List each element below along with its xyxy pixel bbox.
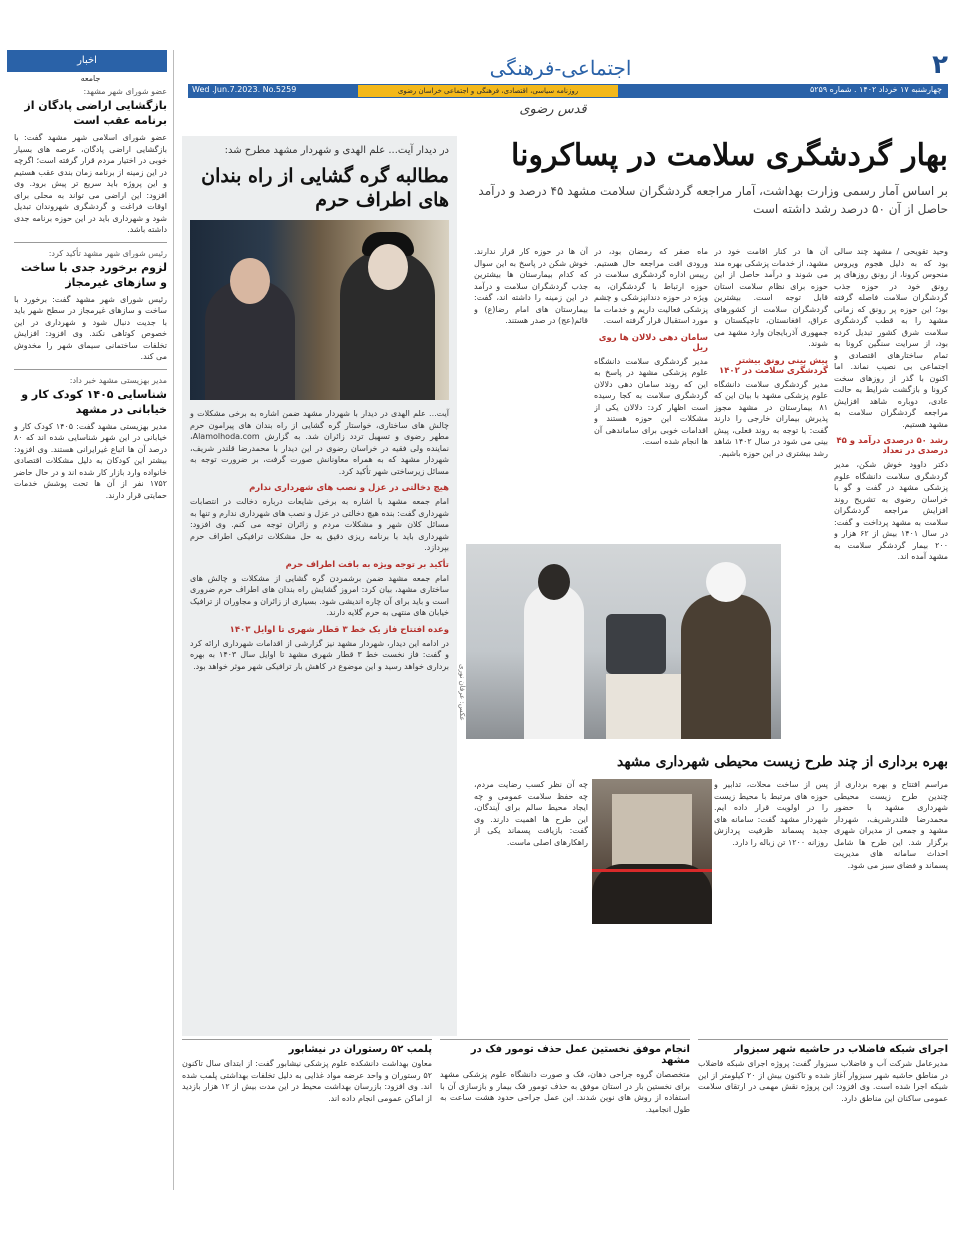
article-column bbox=[474, 779, 588, 964]
news-body: مدیرعامل شرکت آب و فاضلاب سبزوار گفت: پروژه اجرای شبکه فاضلاب در مناطق حاشیه شهر سبزوار آغاز شده و تاکنون بیش از ۲۰ کیلومتر از این شبکه اجرا شده است. وی افزود: این پروژه نقش مهمی در ارتقای سلامت عمومی ساکنان این مناطق دارد. bbox=[698, 1059, 948, 1103]
news-body: مدیر بهزیستی مشهد گفت: ۱۴۰۵ کودک کار و خیابانی در این شهر شناسایی شده اند که ۸۰ درصد آن ها اتباع غیرایرانی هستند. وی افزود: بیشتر این کودکان به دلیل مشکلات اقتصادی خانواده وارد بازار کار شده اند و در حال حاضر ۱۷۵۲ نفر از آن ها تحت پوشش خدمات حمایتی قرار دارند. bbox=[14, 421, 167, 500]
leader-article bbox=[182, 136, 457, 1036]
news-item bbox=[14, 376, 167, 502]
news-title: بازگشایی اراضی پادگان از برنامه عقب است bbox=[24, 99, 167, 127]
news-tag: اخبار bbox=[7, 50, 167, 72]
column-text: مراسم افتتاح و بهره برداری از چندین طرح زیست محیطی شهرداری مشهد با حضور محمدرضا قلندرشریف، شهردار مشهد و جمعی از مدیران شهری برگزار شد. این طرح ها شامل احداث سامانه های مدیریت پسماند و فضای سبز می شود. bbox=[834, 780, 948, 870]
masthead-logo: قدس رضوی bbox=[519, 102, 587, 117]
article-body: آیت... علم الهدی در دیدار با شهردار مشهد ضمن اشاره به برخی مشکلات و چالش های ساختاری، خواستار گره گشایی از راه بندان های پیرامون حرم مطهر رضوی و تسهیل تردد زائران شد. به گزارش Alamolhoda.com، نماینده ولی فقیه در خراسان رضوی در این دیدار با محمدرضا قلندر شریف، شهردار مشهد که به همراه معاونانش صورت گرفت، بر ضرورت توجه به مسائل زیرساختی شهر تأکید کرد. bbox=[190, 409, 449, 476]
bottom-news-item bbox=[440, 1039, 690, 1189]
column-text: آن ها در کنار اقامت خود در مشهد، از خدمات پزشکی بهره مند می شوند و درآمد حاصل از این حوزه برای نظام سلامت استان قابل توجه است. بیشترین گردشگران سلامت از کشورهای عراق، افغانستان، تاجیکستان و جمهوری آذربایجان وارد مشهد می شوند. bbox=[714, 247, 828, 348]
column-text: آن ها در حوزه کار قرار ندارند. خوش شکن در پاسخ به این سوال که کدام بیمارستان ها بیشترین جذب گردشگران سلامت و درآمد در این زمینه را داشته اند، گفت: بیمارستان های امام رضا(ع) و قائم(عج) در صدر هستند. bbox=[474, 247, 588, 325]
news-body: متخصصان گروه جراحی دهان، فک و صورت دانشگاه علوم پزشکی مشهد برای نخستین بار در استان موفق به حذف تومور فک بیمار و بازسازی آن با استفاده از روش های نوین شدند. این عمل جراحی حدود هشت ساعت به طول انجامید. bbox=[440, 1070, 690, 1114]
column-text: ماه صفر که رمضان بود، در ورودی افت مراجعه حال هستیم. رییس اداره گردشگری سلامت در حوزه ارتباط با گردشگران، به ویژه در حوزه دندانپزشکی و چشم پزشکی فعالیت داریم و خدمات ما مورد استقبال قرار گرفته است. bbox=[594, 247, 708, 325]
article-title: مطالبه گره گشایی از راه بندان های اطراف حرم bbox=[201, 165, 449, 211]
news-sidebar bbox=[14, 50, 174, 1190]
photo-credit: عکس: عرفان نوری bbox=[458, 664, 466, 721]
news-kicker: عضو شورای شهر مشهد: bbox=[83, 87, 167, 96]
news-item bbox=[14, 249, 167, 363]
ribbon-cutting-photo bbox=[592, 779, 712, 924]
article-body: امام جمعه مشهد ضمن برشمردن گره گشایی از مشکلات و چالش های ساختاری مشهد، بیان کرد: امروز گشایش راه بندان های اطراف حرم ضروری است و باید برای آن چاره اندیشی شود. بسیاری از زائران و مجاوران از ترافیک خیابان های منتهی به حرم گلایه دارند. bbox=[190, 573, 449, 617]
divider bbox=[14, 369, 167, 370]
bottom-news-strip bbox=[182, 1039, 948, 1189]
subheading: وعده افتتاح فاز یک خط ۳ قطار شهری تا اوایل ۱۴۰۳ bbox=[229, 624, 449, 635]
article-body: امام جمعه مشهد با اشاره به برخی شایعات درباره دخالت در انتصابات شهرداری گفت: بنده هیچ دخالتی در عزل و نصب های شهرداری ندارم و تنها به مسائل کلان شهر و مشکلات مردم و زائران توجه می کنم. وی افزود: شهرداری باید با برنامه ریزی دقیق به حل مشکلات ترافیکی اطراف حرم بپردازد. bbox=[190, 497, 449, 552]
newspaper-page bbox=[14, 44, 948, 1240]
subheading: سامان دهی دلالان ها روی ریل bbox=[598, 332, 708, 353]
subheading: هیچ دخالتی در عزل و نصب های شهرداری ندارم bbox=[249, 483, 449, 493]
subheading: رشد ۵۰ درصدی درآمد و ۴۵ درصدی در تعداد bbox=[836, 436, 948, 456]
subheading: تأکید بر توجه ویژه به بافت اطراف حرم bbox=[285, 559, 449, 570]
column-text: پس از ساخت محلات، تدابیر و حوزه های مرتبط با محیط زیست را در اولویت قرار داده ایم. شهردار مشهد گفت: سامانه های جدید پسماند ظرفیت پردازش روزانه ۱۲۰۰ تن زباله را دارد. bbox=[714, 780, 828, 847]
news-title: اجرای شبکه فاضلاب در حاشیه شهر سبزوار bbox=[734, 1044, 948, 1055]
news-subtag: جامعه bbox=[80, 74, 101, 83]
column-text: وحید تقویحی / مشهد چند سالی بود که به دلیل هجوم ویروس منحوس کرونا، از رونق روزهای پر رونق خود در حوزه جذب گردشگران سلامت فاصله گرفته بود؛ این حوزه پر رونق که زمانی مشهد را به قطب گردشگری سلامت شرق کشور تبدیل کرده بود، از سرایت سنگین کرونا به تمام ساختارهای اقتصادی و اجتماعی بی نصیب نماند. اما اکنون با گذر از روزهای سخت کرونا و بازگشت شرایط به حالت عادی، دوباره شاهد افزایش مراجعه گردشگران سلامت به مشهد هستیم. bbox=[834, 247, 948, 429]
news-body: معاون بهداشت دانشکده علوم پزشکی نیشابور گفت: از ابتدای سال تاکنون ۵۲ رستوران و واحد عرضه مواد غذایی به دلیل تخلفات بهداشتی پلمب شده اند. وی افزود: بازرسان بهداشت محیط در این مدت بیش از ۱۲ هزار بازدید از اماکن عمومی انجام داده اند. bbox=[182, 1059, 432, 1103]
latin-issue-date: Wed .Jun.7.2023. No.5259 bbox=[192, 85, 297, 94]
column-text: مدیر گردشگری سلامت دانشگاه علوم پزشکی مشهد با بیان این که ۸۱ بیمارستان در مشهد مجوز پذیرش بیماران خارجی را دارند گفت: با توجه به روند فعلی، پیش بینی می شود در سال ۱۴۰۲ شاهد رشد بیشتری در این حوزه باشیم. bbox=[714, 379, 828, 458]
article-column bbox=[834, 246, 948, 656]
news-kicker: مدیر بهزیستی مشهد خبر داد: bbox=[69, 375, 167, 385]
section-title: اجتماعی-فرهنگی bbox=[489, 56, 632, 80]
news-body: عضو شورای اسلامی شهر مشهد گفت: با بازگشایی اراضی پادگان، عرصه های بسیار خوبی در اختیار مردم قرار گرفته است؛ اگرچه در این زمینه از برنامه زمان بندی عقب هستیم و این پروژه باید سریع تر پیش برود. وی افزود: این اراضی می تواند به محلی برای اوقات فراغت و گردشگری شهروندان تبدیل شود و شهرداری باید در این حوزه برنامه جدی داشته باشد. bbox=[14, 133, 167, 234]
news-kicker: رئیس شورای شهر مشهد تأکید کرد: bbox=[48, 248, 167, 258]
bottom-news-item bbox=[182, 1039, 432, 1189]
column-text: مدیر گردشگری سلامت دانشگاه علوم پزشکی مشهد در پاسخ به این که روند سامان دهی دلالان گردشگری سلامت به کجا رسیده است اظهار کرد: دلالان یکی از مشکلات این حوزه هستند و اقدامات خوبی برای ساماندهی آن ها انجام شده است. bbox=[594, 356, 708, 446]
news-item bbox=[14, 87, 167, 236]
meeting-photo bbox=[190, 220, 449, 400]
clinic-photo bbox=[466, 544, 781, 739]
news-title: پلمب ۵۲ رستوران در نیشابور bbox=[288, 1044, 432, 1055]
page-header bbox=[188, 44, 948, 126]
column-text: دکتر داوود خوش شکن، مدیر گردشگری سلامت دانشگاه علوم پزشکی مشهد در گفت و گو با خراسان رضوی به تشریح روند افزایش مراجعه گردشگران سلامت به مشهد پرداخت و گفت: در سال ۱۴۰۱ بیش از ۶۲ هزار و ۲۰۰ بیمار گردشگر سلامت به مشهد آمده اند. bbox=[834, 460, 948, 561]
column-text: چه آن نظر کسب رضایت مردم، چه حفظ سلامت عمومی و چه ایجاد محیط سالم برای آیندگان، این طرح ها اهمیت دارند. وی گفت: بازیافت پسماند یکی از راهکارهای اصلی ماست. bbox=[474, 780, 588, 847]
article-kicker: در دیدار آیت... علم الهدی و شهردار مشهد مطرح شد: bbox=[224, 145, 449, 156]
news-title: انجام موفق نخستین عمل حذف تومور فک در مشهد bbox=[470, 1044, 690, 1066]
divider bbox=[14, 242, 167, 243]
main-lede: بر اساس آمار رسمی وزارت بهداشت، آمار مراجعه گردشگران سلامت مشهد ۴۵ درصد و درآمد حاصل از آن ۵۰ درصد رشد داشته است bbox=[478, 184, 948, 216]
article-column bbox=[714, 779, 828, 964]
newspaper-tagline: روزنامه سیاسی، اقتصادی، فرهنگی و اجتماعی خراسان رضوی bbox=[358, 85, 618, 97]
article-column bbox=[834, 779, 948, 964]
news-title: شناسایی ۱۴۰۵ کودک کار و خیابانی در مشهد bbox=[21, 387, 167, 416]
news-body: رئیس شورای شهر مشهد گفت: برخورد با ساخت و سازهای غیرمجاز در سطح شهر باید با جدیت دنبال شود و شهرداری در این خصوص کوتاهی نکند. وی افزود: افزایش تخلفات ساختمانی سیمای شهر را مخدوش می کند. bbox=[14, 294, 167, 361]
section2-title: بهره برداری از چند طرح زیست محیطی شهرداری مشهد bbox=[617, 754, 948, 770]
bottom-news-item bbox=[698, 1039, 948, 1189]
page-number: ۲ bbox=[932, 50, 948, 80]
subheading: پیش بینی رونق بیشتر گردشگری سلامت در ۱۴۰۲ bbox=[719, 355, 828, 376]
article-body: در ادامه این دیدار، شهردار مشهد نیز گزارشی از اقدامات شهرداری ارائه کرد و گفت: فاز نخست خط ۳ قطار شهری مشهد تا اوایل سال ۱۴۰۳ به بهره برداری خواهد رسید و این موضوع در کاهش بار ترافیکی شهر موثر خواهد بود. bbox=[190, 638, 450, 671]
news-title: لزوم برخورد جدی با ساخت و سازهای غیرمجاز bbox=[20, 260, 167, 289]
main-article bbox=[470, 136, 948, 218]
main-headline: بهار گردشگری سلامت در پساکرونا bbox=[511, 138, 948, 173]
issue-date: چهارشنبه ۱۷ خرداد ۱۴۰۲ . شماره ۵۲۵۹ bbox=[809, 85, 942, 94]
